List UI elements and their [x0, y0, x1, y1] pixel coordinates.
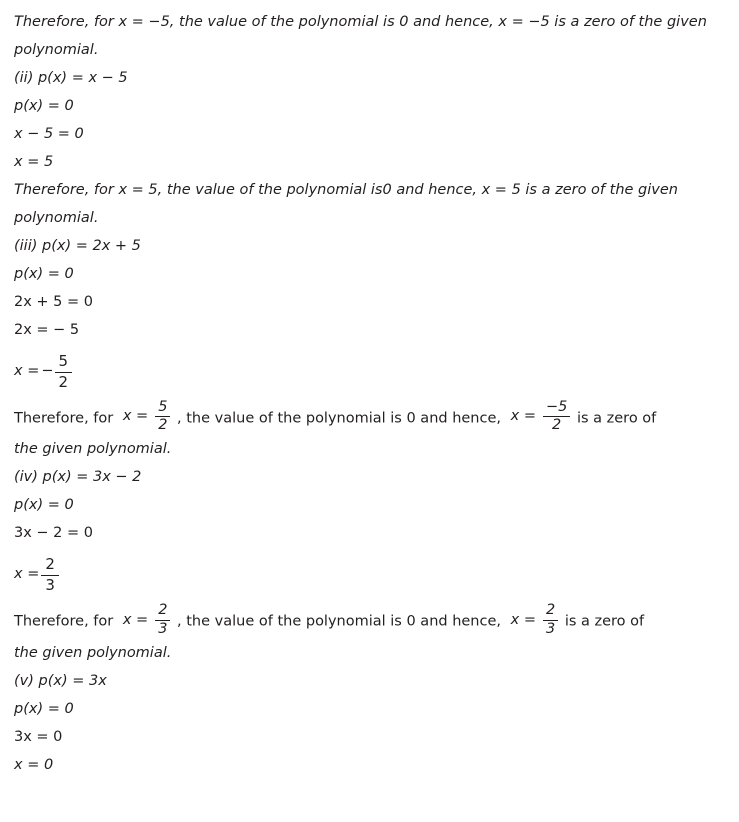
- inline-fraction-second-lhs: [508, 613, 539, 628]
- inline-fraction-second-value: [543, 603, 558, 636]
- inline-fraction-first-value: [155, 603, 170, 636]
- conclusion-tail-text: is a zero of: [576, 410, 657, 427]
- inline-fraction-first-lhs: [120, 613, 151, 628]
- equation-polynomial-iv: (iv) p(x) = 3x − 2: [14, 469, 142, 486]
- equation-step-v-2: x = 0: [14, 756, 54, 773]
- conclusion-middle-text: , the value of the polynomial is 0 and hence,: [177, 410, 502, 427]
- paragraph-conclusion-iv: [14, 602, 725, 638]
- conclusion-tail-text: is a zero of: [564, 614, 645, 631]
- equation-step-iii-1: 2x + 5 = 0: [14, 294, 93, 310]
- equation-lhs: x =: [14, 566, 40, 583]
- inline-fraction-lhs: x =: [122, 611, 149, 628]
- inline-fraction-lhs: x =: [510, 611, 536, 628]
- equation-polynomial-v: (v) p(x) = 3x: [14, 672, 107, 689]
- fraction-denominator: 2: [552, 417, 562, 434]
- equation-step-v-1: 3x = 0: [14, 728, 63, 745]
- equation-step-iv-1: 3x − 2 = 0: [14, 525, 93, 542]
- fraction-numerator: 2: [45, 555, 55, 574]
- fraction-numerator: 5: [58, 351, 69, 370]
- inline-fraction-first-value: [155, 400, 170, 433]
- fraction-denominator: 2: [58, 372, 69, 391]
- fraction-numerator: 2: [545, 602, 556, 619]
- fraction-numerator: 2: [158, 602, 168, 619]
- paragraph-conclusion-iii: [14, 399, 725, 435]
- inline-fraction-second-lhs: [508, 409, 539, 424]
- fraction: [55, 351, 73, 391]
- equation-step-ii-1: x − 5 = 0: [14, 126, 84, 142]
- inline-fraction-second-value: [543, 400, 570, 433]
- fraction: [41, 557, 59, 594]
- equation-polynomial-iii: (iii) p(x) = 2x + 5: [14, 238, 141, 254]
- equation-x-equals-neg-five-halves: [14, 350, 725, 394]
- inline-fraction-lhs: x =: [510, 408, 536, 425]
- conclusion-lead-text: Therefore, for: [14, 614, 114, 631]
- inline-fraction-lhs: x =: [122, 408, 149, 425]
- equation-polynomial-ii: (ii) p(x) = x − 5: [14, 70, 128, 86]
- equation-px-zero-iii: p(x) = 0: [14, 266, 74, 282]
- fraction-denominator: 2: [158, 417, 168, 434]
- conclusion-next-line-iv: the given polynomial.: [14, 644, 172, 661]
- conclusion-lead-text: Therefore, for: [14, 410, 114, 427]
- equation-x-equals-two-thirds: [14, 553, 725, 597]
- paragraph-conclusion-ii: Therefore, for x = 5, the value of the polynomial is0 and hence, x = 5 is a zero of the given polynomial.: [14, 182, 683, 226]
- equation-px-zero-ii: p(x) = 0: [14, 98, 74, 114]
- fraction-numerator: 5: [158, 399, 168, 415]
- fraction-denominator: 3: [545, 620, 556, 637]
- conclusion-middle-text: , the value of the polynomial is 0 and hence,: [177, 614, 502, 631]
- equation-px-zero-v: p(x) = 0: [14, 700, 74, 717]
- paragraph-conclusion-i: Therefore, for x = −5, the value of the polynomial is 0 and hence, x = −5 is a zero of the given polynomial.: [14, 14, 712, 58]
- equation-px-zero-iv: p(x) = 0: [14, 497, 74, 514]
- fraction-denominator: 3: [45, 575, 55, 594]
- equation-step-iii-2: 2x = − 5: [14, 322, 80, 338]
- equation-lhs: x =: [14, 363, 40, 380]
- minus-sign: −: [41, 363, 54, 380]
- inline-fraction-first: [120, 409, 151, 424]
- fraction-numerator: −5: [545, 399, 568, 415]
- equation-step-ii-2: x = 5: [14, 154, 54, 170]
- fraction-denominator: 3: [158, 620, 168, 637]
- conclusion-next-line-iii: the given polynomial.: [14, 441, 172, 458]
